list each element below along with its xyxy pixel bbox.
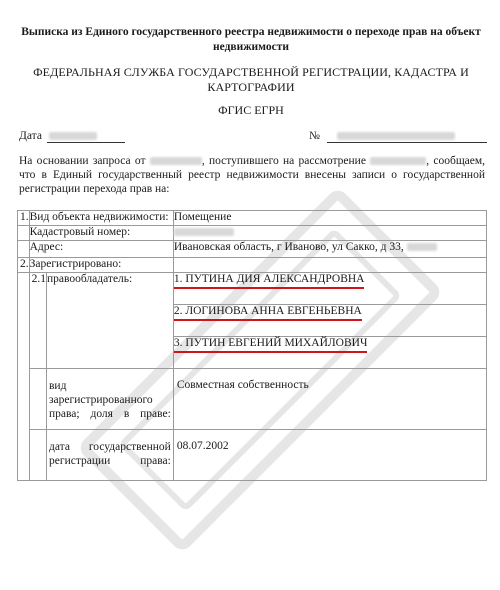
registration-table: [17, 210, 487, 481]
intro-text-3: , сообщаем, что в Единый государственный реестр недвижимости внесены записи о государственной регистрации перехода прав на:: [19, 155, 486, 195]
redacted-number: [337, 132, 455, 140]
date-field: [47, 142, 125, 143]
intro-text-2: , поступившего на рассмотрение: [201, 155, 366, 167]
table-row: [18, 369, 487, 430]
object-type-value: Помещение: [173, 211, 486, 226]
table-row: [18, 430, 487, 481]
row-number: 1.: [18, 211, 30, 226]
service-name: ФЕДЕРАЛЬНАЯ СЛУЖБА ГОСУДАРСТВЕННОЙ РЕГИСТРАЦИИ, КАДАСТРА И КАРТОГРАФИИ: [33, 65, 469, 94]
owner-name: 1. ПУТИНА ДИЯ АЛЕКСАНДРОВНА: [174, 273, 365, 289]
empty-cell: [173, 258, 486, 273]
table-row: [18, 211, 487, 226]
right-type-value: Совместная собственность: [173, 369, 486, 430]
empty-cell: [18, 226, 30, 241]
empty-cell: [29, 430, 46, 481]
reg-date-value: 08.07.2002: [173, 430, 486, 481]
number-field: [327, 142, 487, 143]
row-number: 2.: [18, 258, 30, 273]
redacted-cadastral-number: [174, 228, 234, 236]
table-row: [18, 226, 487, 241]
owner-name: 2. ЛОГИНОВА АННА ЕВГЕНЬЕВНА: [174, 305, 362, 321]
address-label: Адрес:: [29, 241, 173, 258]
object-type-label: Вид объекта недвижимости:: [29, 211, 173, 226]
table-row: [18, 258, 487, 273]
empty-cell: [18, 241, 30, 258]
redacted-request-date: [150, 157, 202, 165]
table-row: [18, 273, 487, 305]
address-text: Ивановская область, г Иваново, ул Сакко, д 33,: [173, 241, 404, 253]
right-type-label: [47, 369, 174, 430]
cadastral-value: [173, 226, 486, 241]
date-number-row: [19, 130, 485, 146]
intro-paragraph: [19, 154, 485, 196]
reg-date-label: [47, 430, 174, 481]
empty-cell: [18, 273, 30, 481]
table-row: [18, 241, 487, 258]
owner-cell: [173, 305, 486, 337]
redacted-date: [49, 132, 97, 140]
right-type-label-text: вид зарегистрированного права; доля в праве:: [49, 380, 171, 420]
owner-cell: [173, 273, 486, 305]
intro-text-1: На основании запроса от: [19, 155, 146, 167]
reg-date-label-text: дата государственной регистрации права:: [49, 441, 171, 467]
redacted-address-part: [407, 243, 437, 251]
owner-name: 3. ПУТИН ЕВГЕНИЙ МИХАЙЛОВИЧ: [174, 337, 368, 353]
address-value: [173, 241, 486, 258]
owner-cell: [173, 337, 486, 369]
empty-cell: [29, 369, 46, 430]
registered-label: Зарегистрировано:: [29, 258, 173, 273]
redacted-receipt-date: [370, 157, 426, 165]
number-label: №: [309, 130, 320, 142]
holder-label: правообладатель:: [47, 273, 174, 369]
row-number: 2.1: [29, 273, 46, 369]
date-label: Дата: [19, 130, 42, 142]
cadastral-label: Кадастровый номер:: [29, 226, 173, 241]
document-title: Выписка из Единого государственного реестра недвижимости о переходе прав на объект недвижимости: [21, 26, 481, 53]
system-name: ФГИС ЕГРН: [218, 103, 284, 117]
